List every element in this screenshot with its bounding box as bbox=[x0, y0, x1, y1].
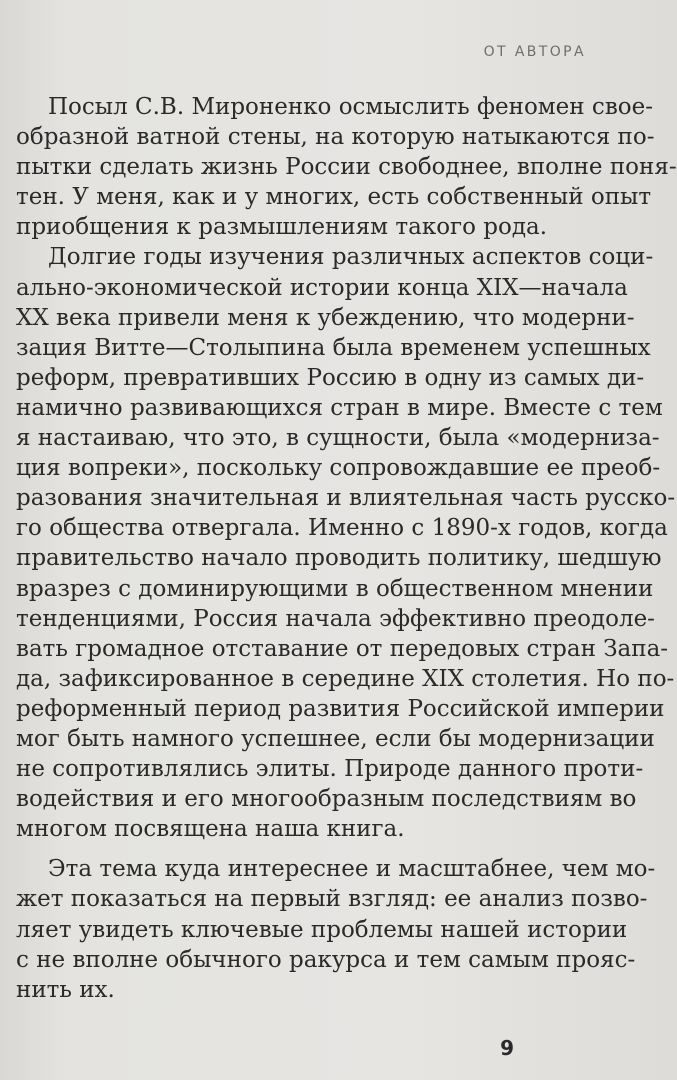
text-line: водействия и его многообразным последствиям во bbox=[16, 786, 637, 813]
text-line: образной ватной стены, на которую натыкаются по- bbox=[16, 124, 655, 151]
text-line: тенденциями, Россия начала эффективно преодоле- bbox=[16, 605, 655, 632]
text-line: да, зафиксированное в середине XIX столетия. Но по- bbox=[16, 665, 675, 692]
text-line: реформенный период развития Российской империи bbox=[16, 695, 665, 722]
text-line: Эта тема куда интереснее и масштабнее, чем мо- bbox=[48, 856, 656, 883]
text-line: мог быть намного успешнее, если бы модернизации bbox=[16, 725, 655, 752]
text-line: вразрез с доминирующими в общественном мнении bbox=[16, 575, 654, 602]
text-line: го общества отвергала. Именно с 1890-х годов, когда bbox=[16, 515, 668, 542]
text-line: тен. У меня, как и у многих, есть собственный опыт bbox=[16, 184, 652, 211]
text-line: я настаиваю, что это, в сущности, была «модерниза- bbox=[16, 425, 660, 452]
text-line: приобщения к размышлениям такого рода. bbox=[16, 214, 548, 241]
body-text bbox=[16, 92, 677, 1005]
text-line: нить их. bbox=[16, 976, 115, 1003]
paragraph-spacer bbox=[16, 844, 596, 854]
text-line: зация Витте—Столыпина была временем успешных bbox=[16, 334, 651, 361]
text-line: разования значительная и влиятельная часть русско- bbox=[16, 485, 676, 512]
text-line: не сопротивлялись элиты. Природе данного проти- bbox=[16, 756, 644, 783]
text-line: ально-экономической истории конца XIX—начала bbox=[16, 274, 628, 301]
text-line: с не вполне обычного ракурса и тем самым прояс- bbox=[16, 946, 636, 973]
text-line: Долгие годы изучения различных аспектов соци- bbox=[48, 244, 654, 271]
text-line: вать громадное отставание от передовых стран Запа- bbox=[16, 635, 669, 662]
text-line: многом посвящена наша книга. bbox=[16, 816, 405, 843]
page-number: 9 bbox=[500, 1036, 514, 1060]
text-line: жет показаться на первый взгляд: ее анализ позво- bbox=[16, 886, 648, 913]
text-line: реформ, превративших Россию в одну из самых ди- bbox=[16, 364, 645, 391]
text-line: ляет увидеть ключевые проблемы нашей истории bbox=[16, 916, 628, 943]
text-line: правительство начало проводить политику, шедшую bbox=[16, 545, 662, 572]
running-head: ОТ АВТОРА bbox=[483, 44, 586, 60]
text-line: XX века привели меня к убеждению, что модерни- bbox=[16, 304, 635, 331]
text-line: ция вопреки», поскольку сопровождавшие ее преоб- bbox=[16, 455, 661, 482]
text-line: пытки сделать жизнь России свободнее, вполне поня- bbox=[16, 154, 677, 181]
text-line: намично развивающихся стран в мире. Вместе с тем bbox=[16, 394, 663, 421]
text-line: Посыл С.В. Мироненко осмыслить феномен свое- bbox=[48, 94, 653, 120]
